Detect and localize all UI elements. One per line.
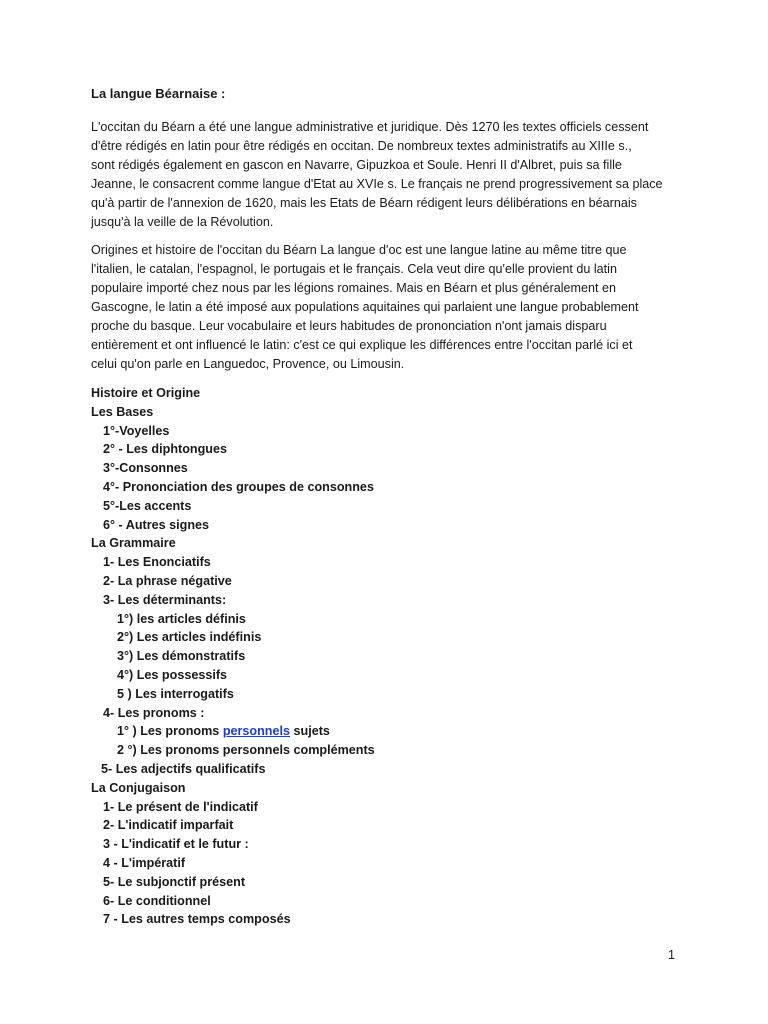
toc-subitem: 1°) les articles définis xyxy=(117,611,246,626)
toc-heading-grammaire: La Grammaire xyxy=(91,536,176,551)
toc-subitem: 4°) Les possessifs xyxy=(117,667,228,682)
toc-subitem: 3°) Les démonstratifs xyxy=(117,649,246,664)
toc-item: 2- La phrase négative xyxy=(103,573,232,588)
toc-item: 4 - L'impératif xyxy=(103,855,186,870)
paragraph-line: Origines et histoire de l'occitan du Béarn La langue d'oc est une langue latine au même titre que xyxy=(91,243,627,257)
toc-item: 3°-Consonnes xyxy=(103,461,188,476)
toc-subitem: 2 °) Les pronoms personnels compléments xyxy=(117,743,375,758)
toc-item: 4°- Prononciation des groupes de consonnes xyxy=(103,479,374,494)
toc-subitem-text: 1° ) Les pronoms xyxy=(117,724,223,739)
paragraph-line: jusqu'à la veille de la Révolution. xyxy=(91,215,274,229)
paragraph-line: proche du basque. Leur vocabulaire et leurs habitudes de prononciation n'ont jamais disparu xyxy=(91,319,607,333)
paragraph-line: L'occitan du Béarn a été une langue administrative et juridique. Dès 1270 les textes officiels cessent xyxy=(91,120,649,134)
toc-item: 5°-Les accents xyxy=(103,498,192,513)
toc-item: 2- L'indicatif imparfait xyxy=(103,818,234,833)
toc-item: 1- Les Enonciatifs xyxy=(103,555,211,570)
toc-heading-histoire: Histoire et Origine xyxy=(91,386,201,400)
paragraph-history xyxy=(91,118,691,232)
toc-item: 7 - Les autres temps composés xyxy=(103,912,291,927)
paragraph-line: d'être rédigés en latin pour être rédigés en occitan. De nombreux textes administratifs au XIIIe s., xyxy=(91,139,632,153)
toc-item: 5- Les adjectifs qualificatifs xyxy=(101,761,266,776)
page-number: 1 xyxy=(668,948,676,962)
toc-item: 1°-Voyelles xyxy=(103,423,170,438)
toc-item: 3 - L'indicatif et le futur : xyxy=(103,837,249,852)
paragraph-line: celui qu'on parle en Languedoc, Provence, ou Limousin. xyxy=(91,357,405,371)
paragraph-line: Gascogne, le latin a été imposé aux populations aquitaines qui parlaient une langue probablement xyxy=(91,300,639,314)
table-of-contents xyxy=(91,384,375,929)
personnels-link[interactable]: personnels xyxy=(222,724,290,739)
paragraph-line: populaire importé chez nous par les légions romaines. Mais en Béarn et plus généralement en xyxy=(91,281,617,295)
toc-subitem: 2°) Les articles indéfinis xyxy=(117,630,262,645)
toc-subitem-text: sujets xyxy=(290,724,330,739)
paragraph-line: qu'à partir de l'annexion de 1620, mais les Etats de Béarn rédigent leurs délibérations en béarnais xyxy=(91,196,637,210)
toc-item: 3- Les déterminants: xyxy=(103,592,227,607)
document-title: La langue Béarnaise : xyxy=(91,86,226,101)
toc-item: 6° - Autres signes xyxy=(103,517,210,532)
paragraph-line: Jeanne, le consacrent comme langue d'Etat au XVIe s. Le français ne prend progressivement sa place xyxy=(91,177,663,191)
paragraph-line: l'italien, le catalan, l'espagnol, le portugais et le français. Cela veut dire qu'elle provient du latin xyxy=(91,262,617,276)
toc-item: 6- Le conditionnel xyxy=(103,893,211,908)
toc-subitem: 5 ) Les interrogatifs xyxy=(117,686,234,701)
paragraph-line: sont rédigés également en gascon en Navarre, Gipuzkoa et Soule. Henri II d'Albret, puis sa fille xyxy=(91,158,622,172)
paragraph-origins xyxy=(91,241,691,374)
toc-heading-conjugaison: La Conjugaison xyxy=(91,780,186,795)
toc-subitem-pronoms-sujets xyxy=(91,722,375,741)
toc-heading-bases: Les Bases xyxy=(91,404,154,419)
toc-item: 1- Le présent de l'indicatif xyxy=(103,799,258,814)
paragraph-line: entièrement et ont influencé le latin: c'est ce qui explique les différences entre l'occitan parlé ici et xyxy=(91,338,633,352)
toc-item: 2° - Les diphtongues xyxy=(103,442,227,457)
toc-item: 4- Les pronoms : xyxy=(103,705,205,720)
toc-item: 5- Le subjonctif présent xyxy=(103,874,246,889)
